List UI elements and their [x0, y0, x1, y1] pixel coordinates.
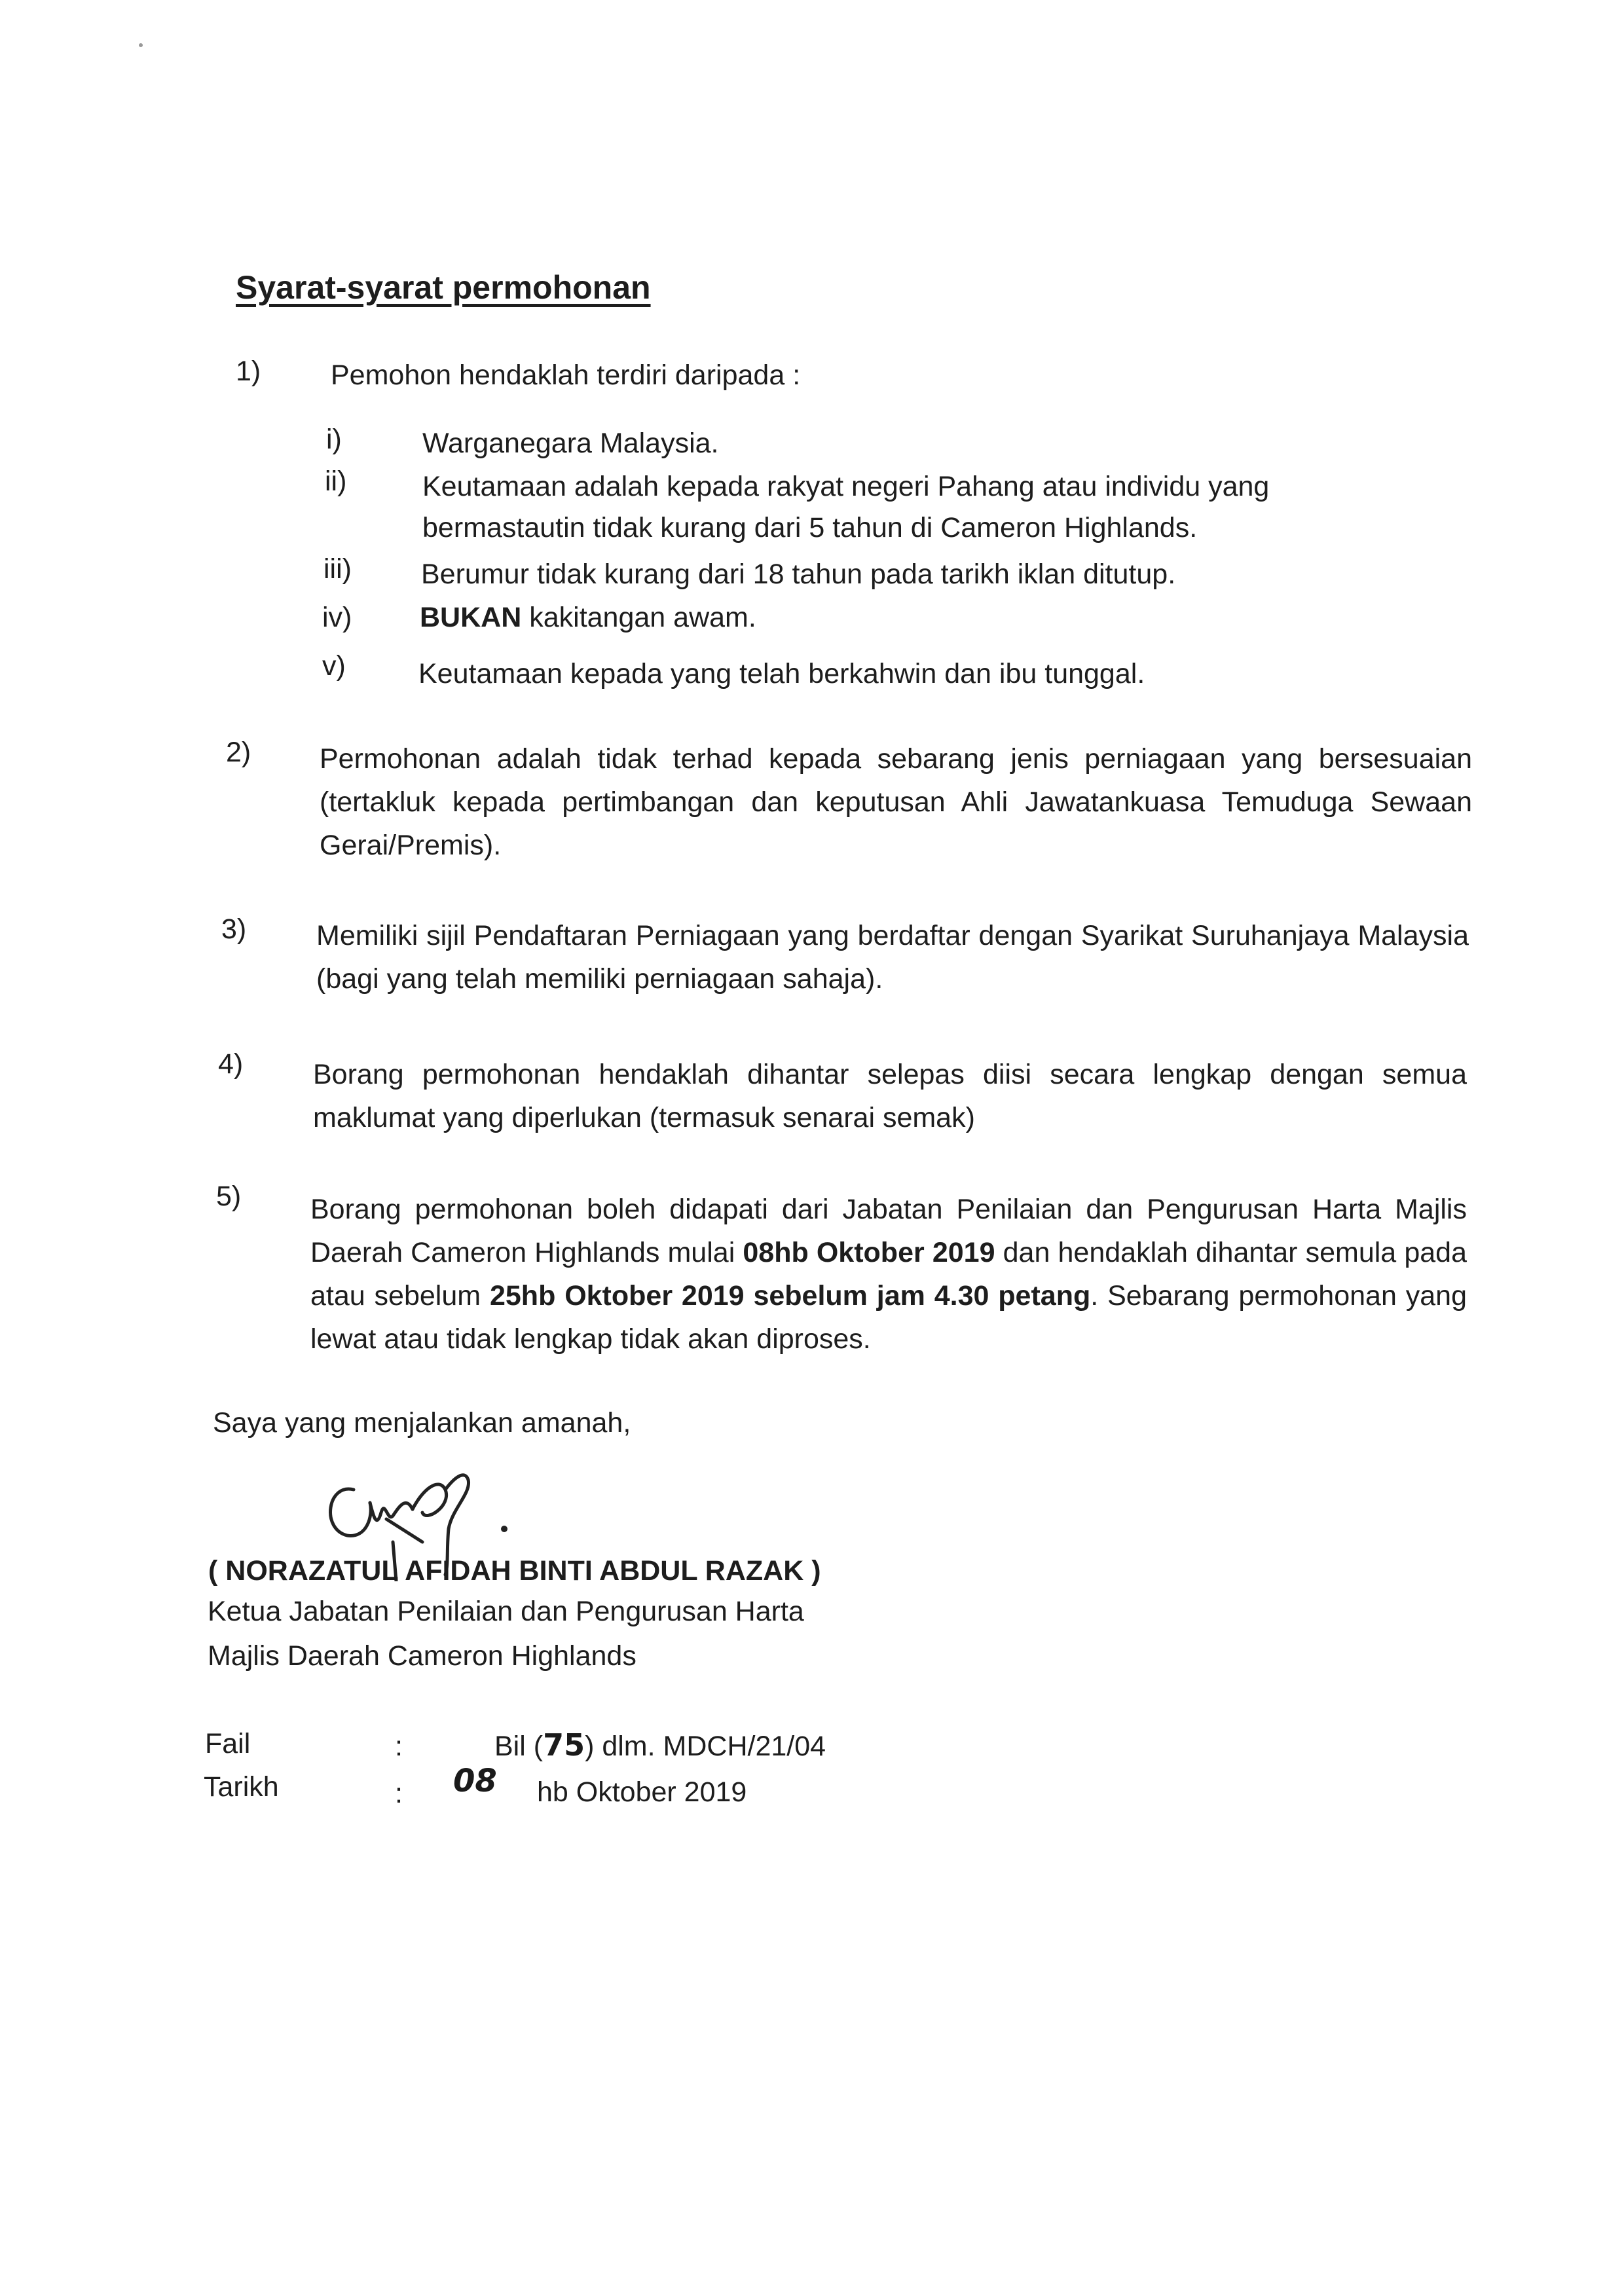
item-3-text: Memiliki sijil Pendaftaran Perniagaan yang berdaftar dengan Syarikat Suruhanjaya Malaysia (bagi yang telah memiliki perniagaan sahaja).	[316, 920, 1469, 995]
item-5-number: 5)	[216, 1181, 242, 1212]
subitem-iv-rest: kakitangan awam.	[521, 602, 756, 633]
bil-prefix: Bil (	[494, 1731, 544, 1762]
subitem-ii-line1: Keutamaan adalah kepada rakyat negeri Pahang atau individu yang	[422, 471, 1270, 502]
subitem-i-text: Warganegara Malaysia.	[422, 428, 719, 459]
item-5-part2: dan hendaklah dihantar semula pada atau sebelum	[310, 1237, 1467, 1312]
item-5-text	[310, 1188, 1467, 1361]
subitem-v-number: v)	[322, 650, 346, 682]
fail-label: Fail	[205, 1728, 251, 1759]
fail-colon: :	[395, 1731, 403, 1762]
bil-suffix: ) dlm. MDCH/21/04	[585, 1731, 826, 1762]
item-5-part3: . Sebarang permohonan yang lewat atau tidak lengkap tidak akan diproses.	[310, 1280, 1467, 1355]
item-3-number: 3)	[221, 913, 247, 945]
item-4-number: 4)	[218, 1048, 244, 1080]
subitem-v-text: Keutamaan kepada yang telah berkahwin dan ibu tunggal.	[418, 658, 1145, 689]
signatory-name: ( NORAZATUL AFIDAH BINTI ABDUL RAZAK )	[208, 1555, 821, 1587]
subitem-iv-text	[420, 597, 756, 638]
tarikh-label: Tarikh	[204, 1771, 279, 1803]
signatory-title-1: Ketua Jabatan Penilaian dan Pengurusan Harta	[208, 1596, 804, 1627]
item-2-number: 2)	[226, 737, 251, 768]
signatory-title-2: Majlis Daerah Cameron Highlands	[208, 1640, 637, 1672]
date-day-handwritten: 08	[453, 1763, 497, 1799]
item-2-text: Permohonan adalah tidak terhad kepada sebarang jenis perniagaan yang bersesuaian (tertakluk kepada pertimbangan dan keputusan Ahli Jawatankuasa Temuduga Sewaan Gerai/Premis).	[320, 743, 1472, 861]
subitem-ii-line2: bermastautin tidak kurang dari 5 tahun di Cameron Highlands.	[422, 512, 1198, 543]
item-5-open-date: 08hb Oktober 2019	[743, 1237, 995, 1268]
item-5-part1: Borang permohonan boleh didapati dari Jabatan Penilaian dan Pengurusan Harta Majlis Daerah Cameron Highlands mulai	[310, 1194, 1467, 1268]
scan-speck	[139, 43, 143, 47]
page-title: Syarat-syarat permohonan	[236, 269, 651, 306]
closing-text: Saya yang menjalankan amanah,	[213, 1407, 631, 1439]
item-5-close-date: 25hb Oktober 2019 sebelum jam 4.30 petang	[489, 1280, 1091, 1312]
fail-reference	[494, 1725, 826, 1767]
subitem-iv-bold: BUKAN	[420, 602, 522, 633]
date-rest: hb Oktober 2019	[537, 1776, 747, 1808]
subitem-iv-number: iv)	[322, 602, 352, 633]
item-4-text: Borang permohonan hendaklah dihantar selepas diisi secara lengkap dengan semua maklumat yang diperlukan (termasuk senarai semak)	[313, 1059, 1467, 1133]
subitem-i-number: i)	[326, 424, 342, 455]
subitem-iii-number: iii)	[323, 553, 352, 585]
subitem-ii-number: ii)	[325, 466, 347, 497]
item-1-number: 1)	[236, 356, 261, 387]
bil-number-handwritten: 75	[543, 1727, 585, 1763]
tarikh-colon: :	[395, 1778, 403, 1809]
item-1-text: Pemohon hendaklah terdiri daripada :	[331, 359, 801, 391]
subitem-iii-text: Berumur tidak kurang dari 18 tahun pada tarikh iklan ditutup.	[421, 559, 1176, 590]
